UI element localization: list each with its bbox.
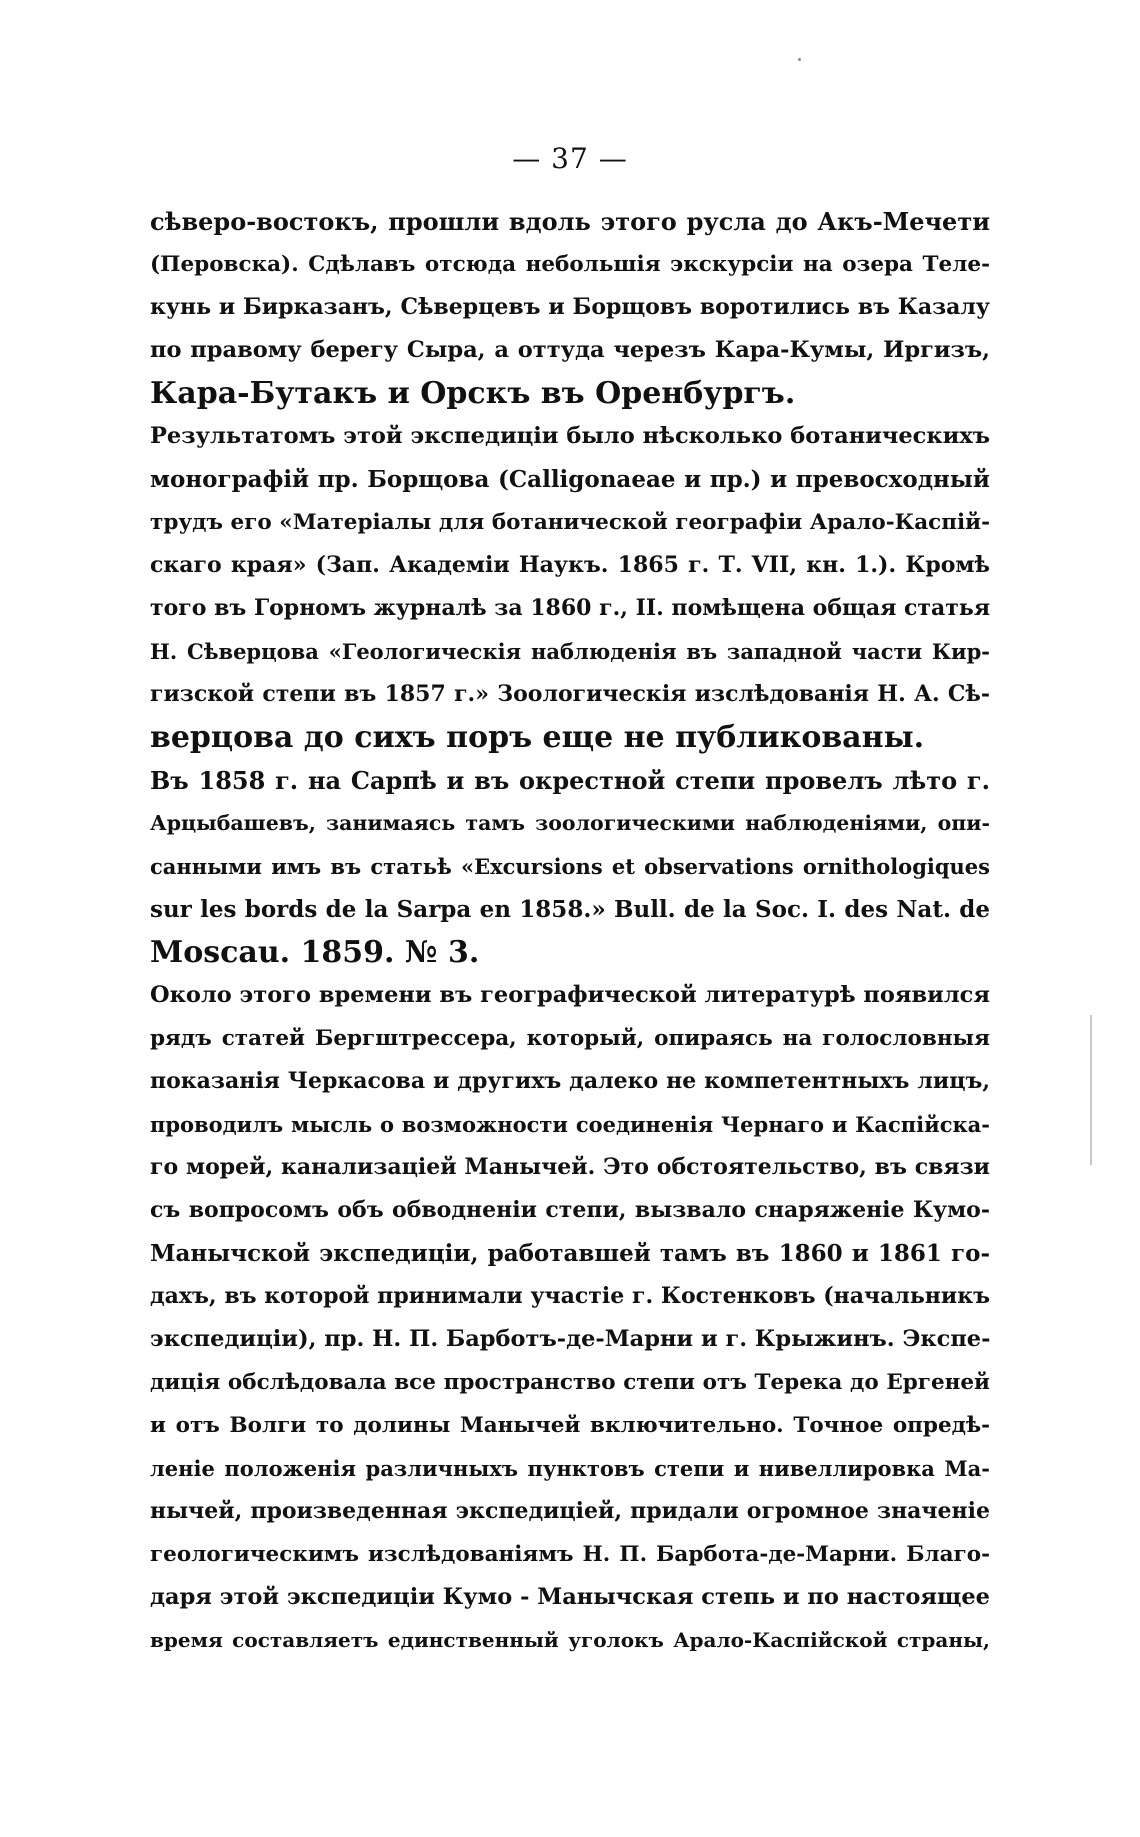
text-line: монографій пр. Борщова (Calligonaeae и пр.) и превосходный xyxy=(150,466,990,493)
text-line: го морей, канализаціей Манычей. Это обстоятельство, въ связи xyxy=(150,1154,990,1180)
text-line: Арцыбашевъ, занимаясь тамъ зоологическими наблюденіями, опи- xyxy=(150,811,990,835)
text-line: рядъ статей Бергштрессера, который, опираясь на голословныя xyxy=(150,1026,990,1051)
text-line: время составляетъ единственный уголокъ Арало-Каспійской страны, xyxy=(150,1628,990,1652)
body-text xyxy=(150,200,990,1662)
text-line: скаго края» (Зап. Академіи Наукъ. 1865 г. Т. VII, кн. 1.). Кромѣ xyxy=(150,552,990,578)
text-line: даря этой экспедиціи Кумо - Манычская степь и по настоящее xyxy=(150,1584,990,1610)
text-line: Около этого времени въ географической литературѣ появился xyxy=(150,982,991,1008)
text-line: Moscau. 1859. № 3. xyxy=(150,935,480,970)
page-number: — 37 — xyxy=(512,142,628,175)
paragraph-4 xyxy=(150,974,990,1662)
paragraph-2 xyxy=(150,415,990,759)
text-line: сѣверо-востокъ, прошли вдоль этого русла до Акъ-Мечети xyxy=(150,207,990,236)
text-line: диція обслѣдовала все пространство степи отъ Терека до Ергеней xyxy=(150,1370,990,1395)
text-line: по правому берегу Сыра, а оттуда черезъ Кара-Кумы, Иргизъ, xyxy=(150,337,990,363)
text-line: нычей, произведенная экспедиціей, придали огромное значеніе xyxy=(150,1498,990,1524)
text-line: трудъ его «Матеріалы для ботанической географіи Арало-Каспій- xyxy=(150,510,990,535)
text-line: экспедиціи), пр. Н. П. Барботъ-де-Марни и г. Крыжинъ. Экспе- xyxy=(150,1326,991,1352)
paragraph-1 xyxy=(150,200,990,415)
text-line: леніе положенія различныхъ пунктовъ степи и нивеллировка Ма- xyxy=(150,1456,990,1481)
text-line: санными имъ въ статьѣ «Excursions et observations ornithologiques xyxy=(150,854,990,879)
text-line: Манычской экспедиціи, работавшей тамъ въ 1860 и 1861 го- xyxy=(150,1240,990,1267)
scan-edge-mark xyxy=(1090,1015,1092,1165)
text-line: геологическимъ изслѣдованіямъ Н. П. Барбота-де-Марни. Благо- xyxy=(150,1542,990,1567)
text-line: верцова до сихъ поръ еще не публикованы. xyxy=(150,720,925,755)
scan-speck xyxy=(798,58,801,61)
text-line: (Перовска). Сдѣлавъ отсюда небольшія экскурсіи на озера Теле- xyxy=(150,252,990,277)
text-line: дахъ, въ которой принимали участіе г. Костенковъ (начальникъ xyxy=(150,1283,990,1309)
text-line: Кара-Бутакъ и Орскъ въ Оренбургъ. xyxy=(150,376,796,411)
text-line: того въ Горномъ журналѣ за 1860 г., II. помѣщена общая статья xyxy=(150,595,991,621)
text-line: показанія Черкасова и другихъ далеко не компетентныхъ лицъ, xyxy=(150,1068,990,1094)
text-line: Результатомъ этой экспедиціи было нѣсколько ботаническихъ xyxy=(150,423,990,449)
text-line: Въ 1858 г. на Сарпѣ и въ окрестной степи провелъ лѣто г. xyxy=(150,766,990,795)
text-line: sur les bords de la Sarpa en 1858.» Bull. de la Soc. I. des Nat. de xyxy=(150,896,990,923)
text-line: съ вопросомъ объ обводненіи степи, вызвало снаряженіе Кумо- xyxy=(150,1197,990,1223)
text-line: Н. Сѣверцова «Геологическія наблюденія въ западной части Кир- xyxy=(150,639,990,664)
paragraph-3 xyxy=(150,759,990,974)
text-line: кунь и Бирказанъ, Сѣверцевъ и Борщовъ воротились въ Казалу xyxy=(150,294,990,320)
text-line: проводилъ мысль о возможности соединенія Чернаго и Каспійска- xyxy=(150,1112,990,1137)
text-line: гизской степи въ 1857 г.» Зоологическія изслѣдованія Н. А. Сѣ- xyxy=(150,681,990,707)
text-line: и отъ Волги то долины Манычей включительно. Точное опредѣ- xyxy=(150,1413,990,1438)
